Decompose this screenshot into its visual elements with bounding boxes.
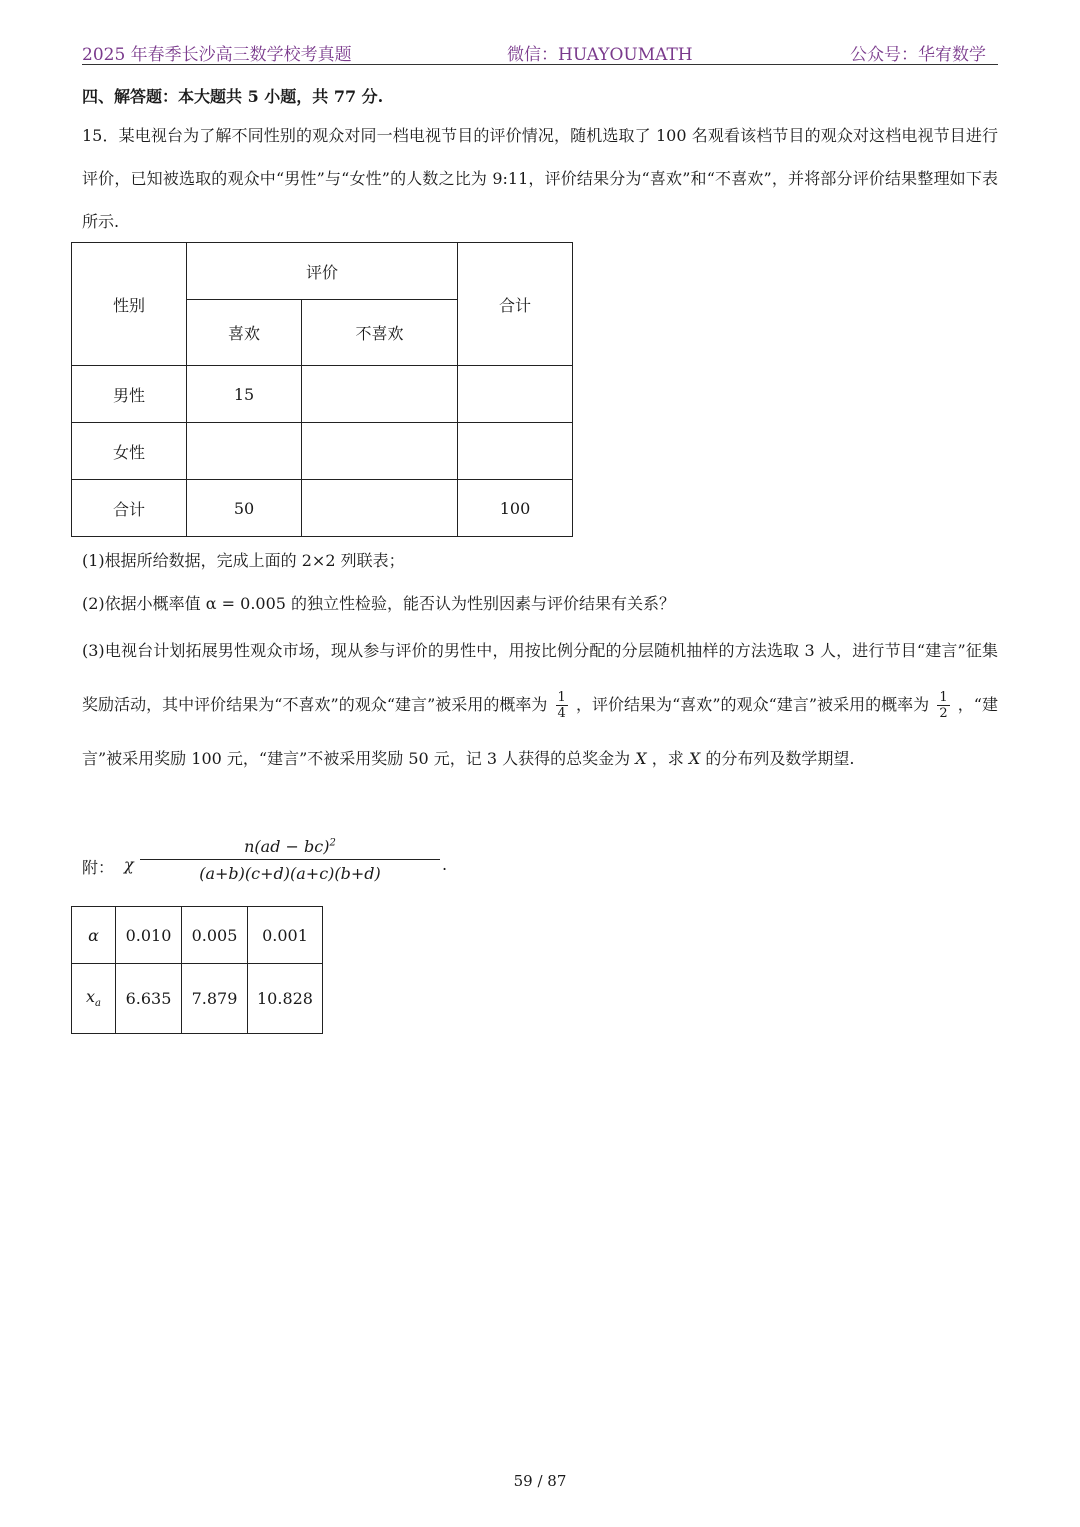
formula-numerator: n(ad − bc)$^2$ (140, 833, 440, 860)
chi-symbol: χ (124, 855, 134, 874)
table-row (72, 480, 573, 537)
variable-x: X (688, 749, 701, 768)
row-label: 男性 (72, 366, 187, 423)
table-like-header: 喜欢 (187, 300, 302, 366)
formula-exponent: 2 (329, 837, 336, 849)
header-wechat: 微信：HUAYOUMATH (507, 45, 693, 65)
critical-value: 6.635 (116, 964, 182, 1034)
q3-text-3: ，“建言”被采用奖励 100 元，“建言”不被采用奖励 50 元，记 3 人获得的总奖金为 (82, 695, 998, 768)
contingency-table (71, 242, 573, 537)
cell-like (187, 423, 302, 480)
problem-intro: 15．某电视台为了解不同性别的观众对同一档电视节目的评价情况，随机选取了 100 名观看该档节目的观众对这档电视节目进行评价，已知被选取的观众中“男性”与“女性”的人数之比为 9:11，评价结果分为“喜欢”和“不喜欢”，并将部分评价结果整理如下表所示. (82, 126, 998, 231)
table-row (72, 366, 573, 423)
q3-text-1: (3)电视台计划拓展男性观众市场，现从参与评价的男性中，用按比例分配的分层随机抽样的方法选取 3 人，进行节目“建言”征集奖励活动，其中评价结果为“不喜欢”的观众“建言”被采用的概率为 (82, 641, 998, 714)
page-header (82, 38, 998, 65)
fraction-numerator: 1 (939, 690, 948, 705)
question-3 (82, 624, 998, 786)
critical-value: 7.879 (182, 964, 248, 1034)
row-label: 女性 (72, 423, 187, 480)
cell-dislike (302, 366, 458, 423)
cell-dislike (302, 423, 458, 480)
formula-denominator: (a+b)(c+d)(a+c)(b+d) (199, 864, 381, 883)
fraction-one-half (937, 690, 949, 721)
critical-label-subscript: a (95, 998, 101, 1010)
fraction-numerator: 1 (557, 690, 566, 705)
fraction-denominator: 2 (939, 706, 948, 721)
cell-dislike (302, 480, 458, 537)
row-label: 合计 (72, 480, 187, 537)
alpha-label: α (72, 907, 116, 964)
formula-end: . (442, 855, 448, 874)
cell-total (458, 423, 573, 480)
header-account: 公众号：华宥数学 (850, 45, 986, 65)
q3-text-2: ，评价结果为“喜欢”的观众“建言”被采用的概率为 (575, 695, 930, 714)
table-gender-header: 性别 (72, 243, 187, 366)
question-2: (2)依据小概率值 α = 0.005 的独立性检验，能否认为性别因素与评价结果有关系？ (82, 594, 676, 613)
alpha-value: 0.001 (248, 907, 323, 964)
critical-value-table (71, 906, 323, 1034)
fraction-one-quarter (556, 690, 568, 721)
critical-value: 10.828 (248, 964, 323, 1034)
q3-text-5: 的分布列及数学期望. (705, 749, 855, 768)
table-row (72, 423, 573, 480)
table-dislike-header: 不喜欢 (302, 300, 458, 366)
question-1: (1)根据所给数据，完成上面的 2×2 列联表； (82, 551, 405, 570)
table-total-header: 合计 (458, 243, 573, 366)
cell-like: 15 (187, 366, 302, 423)
q3-text-4: ，求 (651, 749, 684, 768)
variable-x: X (635, 749, 647, 768)
fraction-denominator: 4 (557, 706, 566, 721)
page-number: 59 / 87 (513, 1472, 567, 1490)
cell-total: 100 (458, 480, 573, 537)
formula-fraction (140, 833, 440, 883)
table-eval-header: 评价 (187, 243, 458, 300)
header-title: 2025 年春季长沙高三数学校考真题 (82, 45, 352, 65)
formula-label: 附： (82, 858, 115, 877)
cell-total (458, 366, 573, 423)
cell-like: 50 (187, 480, 302, 537)
critical-label: $x_a$ (72, 964, 116, 1034)
alpha-value: 0.005 (182, 907, 248, 964)
section-title: 四、解答题：本大题共 5 小题，共 77 分. (82, 87, 384, 106)
alpha-value: 0.010 (116, 907, 182, 964)
